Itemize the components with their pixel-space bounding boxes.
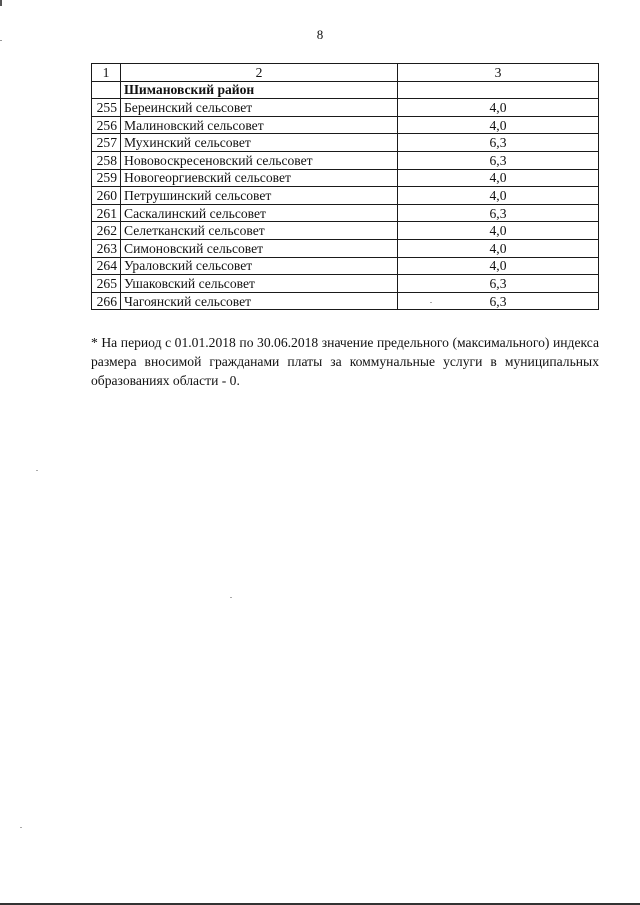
- row-name: Ураловский сельсовет: [121, 257, 398, 275]
- table-row: [92, 169, 599, 187]
- row-number: 259: [92, 169, 121, 187]
- scan-speck: [20, 827, 22, 828]
- row-number: 264: [92, 257, 121, 275]
- header-cell: 1: [92, 64, 121, 82]
- table-row: [92, 134, 599, 152]
- row-number: 263: [92, 239, 121, 257]
- row-number: 258: [92, 151, 121, 169]
- table-row: [92, 239, 599, 257]
- row-value: 4,0: [398, 169, 599, 187]
- row-value: 6,3: [398, 151, 599, 169]
- empty-cell: [92, 81, 121, 99]
- header-cell: 2: [121, 64, 398, 82]
- row-name: Береинский сельсовет: [121, 99, 398, 117]
- row-number: 262: [92, 222, 121, 240]
- row-name: Саскалинский сельсовет: [121, 204, 398, 222]
- row-value: 4,0: [398, 187, 599, 205]
- row-name: Симоновский сельсовет: [121, 239, 398, 257]
- table-row: [92, 151, 599, 169]
- row-value: 4,0: [398, 257, 599, 275]
- row-name: Петрушинский сельсовет: [121, 187, 398, 205]
- row-value: 6,3: [398, 275, 599, 293]
- row-name: Чагоянский сельсовет: [121, 292, 398, 310]
- table-row: [92, 275, 599, 293]
- row-number: 260: [92, 187, 121, 205]
- table-row: [92, 222, 599, 240]
- row-name: Ушаковский сельсовет: [121, 275, 398, 293]
- section-title: Шимановский район: [121, 81, 398, 99]
- section-row: [92, 81, 599, 99]
- row-number: 265: [92, 275, 121, 293]
- row-value: 4,0: [398, 239, 599, 257]
- row-value: 6,3: [398, 204, 599, 222]
- row-name: Нововоскресеновский сельсовет: [121, 151, 398, 169]
- row-name: Мухинский сельсовет: [121, 134, 398, 152]
- row-name: Малиновский сельсовет: [121, 116, 398, 134]
- table-row: [92, 116, 599, 134]
- row-number: 266: [92, 292, 121, 310]
- table-row: [92, 292, 599, 310]
- scan-speck: [230, 597, 232, 598]
- row-name: Селетканский сельсовет: [121, 222, 398, 240]
- row-number: 257: [92, 134, 121, 152]
- row-number: 261: [92, 204, 121, 222]
- scan-edge: [0, 0, 2, 905]
- header-cell: 3: [398, 64, 599, 82]
- table-body: [92, 64, 599, 310]
- table-row: [92, 99, 599, 117]
- row-value: 6,3: [398, 134, 599, 152]
- row-number: 256: [92, 116, 121, 134]
- table-header-row: [92, 64, 599, 82]
- row-value: 4,0: [398, 222, 599, 240]
- row-value: 4,0: [398, 99, 599, 117]
- row-number: 255: [92, 99, 121, 117]
- table-row: [92, 257, 599, 275]
- empty-cell: [398, 81, 599, 99]
- row-value: 6,3: [398, 292, 599, 310]
- table-row: [92, 204, 599, 222]
- footnote: * На период с 01.01.2018 по 30.06.2018 значение предельного (максимального) индекса размера вносимой гражданами платы за коммунальные услуги в муниципальных образованиях области - 0.: [91, 335, 599, 388]
- data-table: [91, 63, 599, 310]
- row-name: Новогеоргиевский сельсовет: [121, 169, 398, 187]
- row-value: 4,0: [398, 116, 599, 134]
- table-row: [92, 187, 599, 205]
- page-number: 8: [316, 27, 324, 42]
- scan-speck: [36, 470, 38, 471]
- scan-speck: [430, 302, 432, 303]
